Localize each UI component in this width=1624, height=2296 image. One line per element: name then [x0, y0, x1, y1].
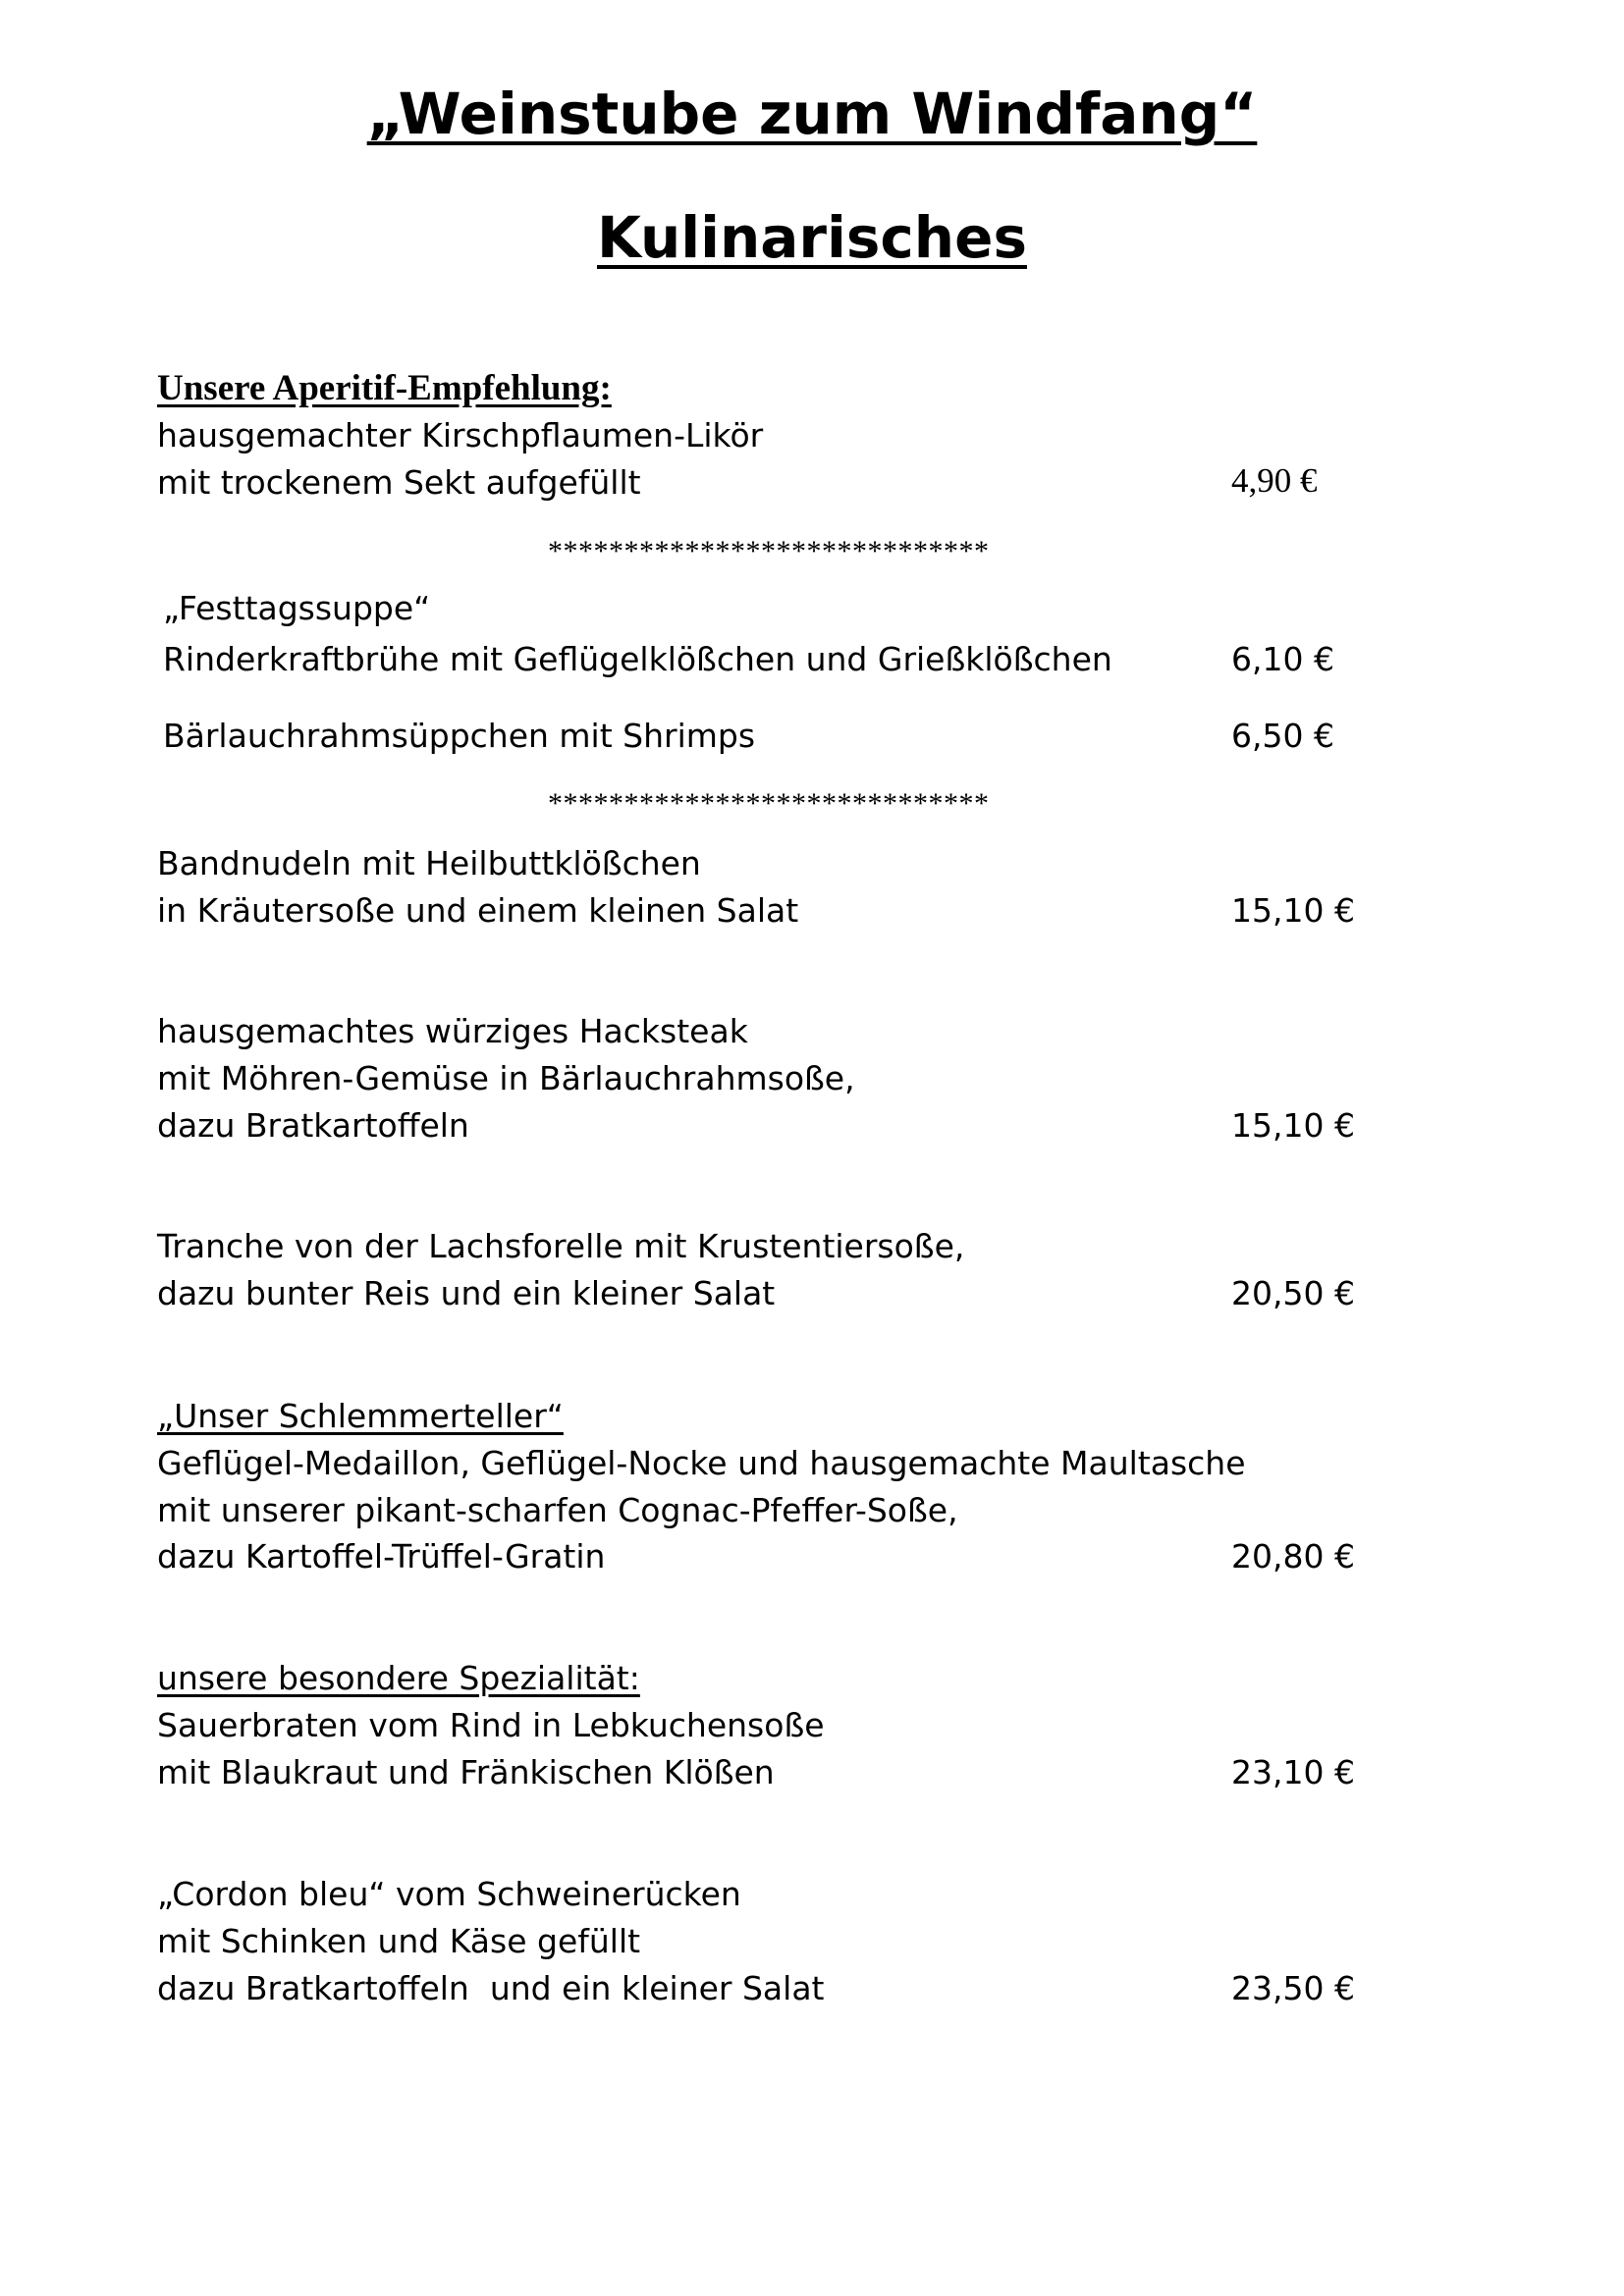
dish-2-line-3: dazu Bratkartoffeln — [157, 1106, 469, 1145]
dish-5-price: 23,10 € — [1231, 1753, 1355, 1791]
separator-2: ***************************** — [548, 787, 990, 820]
dish-3-line-1: Tranche von der Lachsforelle mit Krustentiersoße, — [157, 1227, 965, 1265]
dish-2-price: 15,10 € — [1231, 1106, 1355, 1145]
menu-subtitle: Kulinarisches — [597, 204, 1027, 271]
menu-title: „Weinstube zum Windfang“ — [366, 80, 1258, 147]
dish-2-line-2: mit Möhren-Gemüse in Bärlauchrahmsoße, — [157, 1059, 855, 1097]
soup-1-price: 6,10 € — [1231, 640, 1334, 678]
soup-1-description: Rinderkraftbrühe mit Geflügelklößchen und Grießklößchen — [163, 640, 1112, 678]
aperitif-line-1: hausgemachter Kirschpflaumen-Likör — [157, 416, 764, 454]
aperitif-line-2: mit trockenem Sekt aufgefüllt — [157, 463, 641, 502]
dish-6-line-2: mit Schinken und Käse gefüllt — [157, 1922, 641, 1960]
dish-4-heading: „Unser Schlemmerteller“ — [157, 1397, 564, 1435]
dish-6-price: 23,50 € — [1231, 1969, 1355, 2007]
dish-4-price: 20,80 € — [1231, 1537, 1355, 1575]
dish-2-line-1: hausgemachtes würziges Hacksteak — [157, 1012, 748, 1050]
dish-4-line-2: mit unserer pikant-scharfen Cognac-Pfeffer-Soße, — [157, 1491, 958, 1529]
separator-1: ***************************** — [548, 535, 990, 567]
dish-1-line-1: Bandnudeln mit Heilbuttklößchen — [157, 844, 701, 882]
aperitif-price: 4,90 € — [1231, 461, 1318, 500]
aperitif-heading: Unsere Aperitif-Empfehlung: — [157, 368, 612, 408]
dish-6-line-3: dazu Bratkartoffeln und ein kleiner Salat — [157, 1969, 825, 2007]
soup-2-price: 6,50 € — [1231, 717, 1334, 755]
dish-6-line-1: „Cordon bleu“ vom Schweinerücken — [157, 1875, 741, 1913]
soup-1-name: „Festtagssuppe“ — [163, 589, 431, 627]
dish-1-line-2: in Kräutersoße und einem kleinen Salat — [157, 891, 799, 930]
dish-3-price: 20,50 € — [1231, 1274, 1355, 1312]
dish-5-line-2: mit Blaukraut und Fränkischen Klößen — [157, 1753, 775, 1791]
dish-4-line-1: Geflügel-Medaillon, Geflügel-Nocke und hausgemachte Maultasche — [157, 1444, 1246, 1482]
dish-1-price: 15,10 € — [1231, 891, 1355, 930]
dish-5-line-1: Sauerbraten vom Rind in Lebkuchensoße — [157, 1706, 825, 1744]
dish-5-heading: unsere besondere Spezialität: — [157, 1659, 640, 1697]
dish-4-line-3: dazu Kartoffel-Trüffel-Gratin — [157, 1537, 606, 1575]
dish-3-line-2: dazu bunter Reis und ein kleiner Salat — [157, 1274, 776, 1312]
soup-2-name: Bärlauchrahmsüppchen mit Shrimps — [163, 717, 756, 755]
